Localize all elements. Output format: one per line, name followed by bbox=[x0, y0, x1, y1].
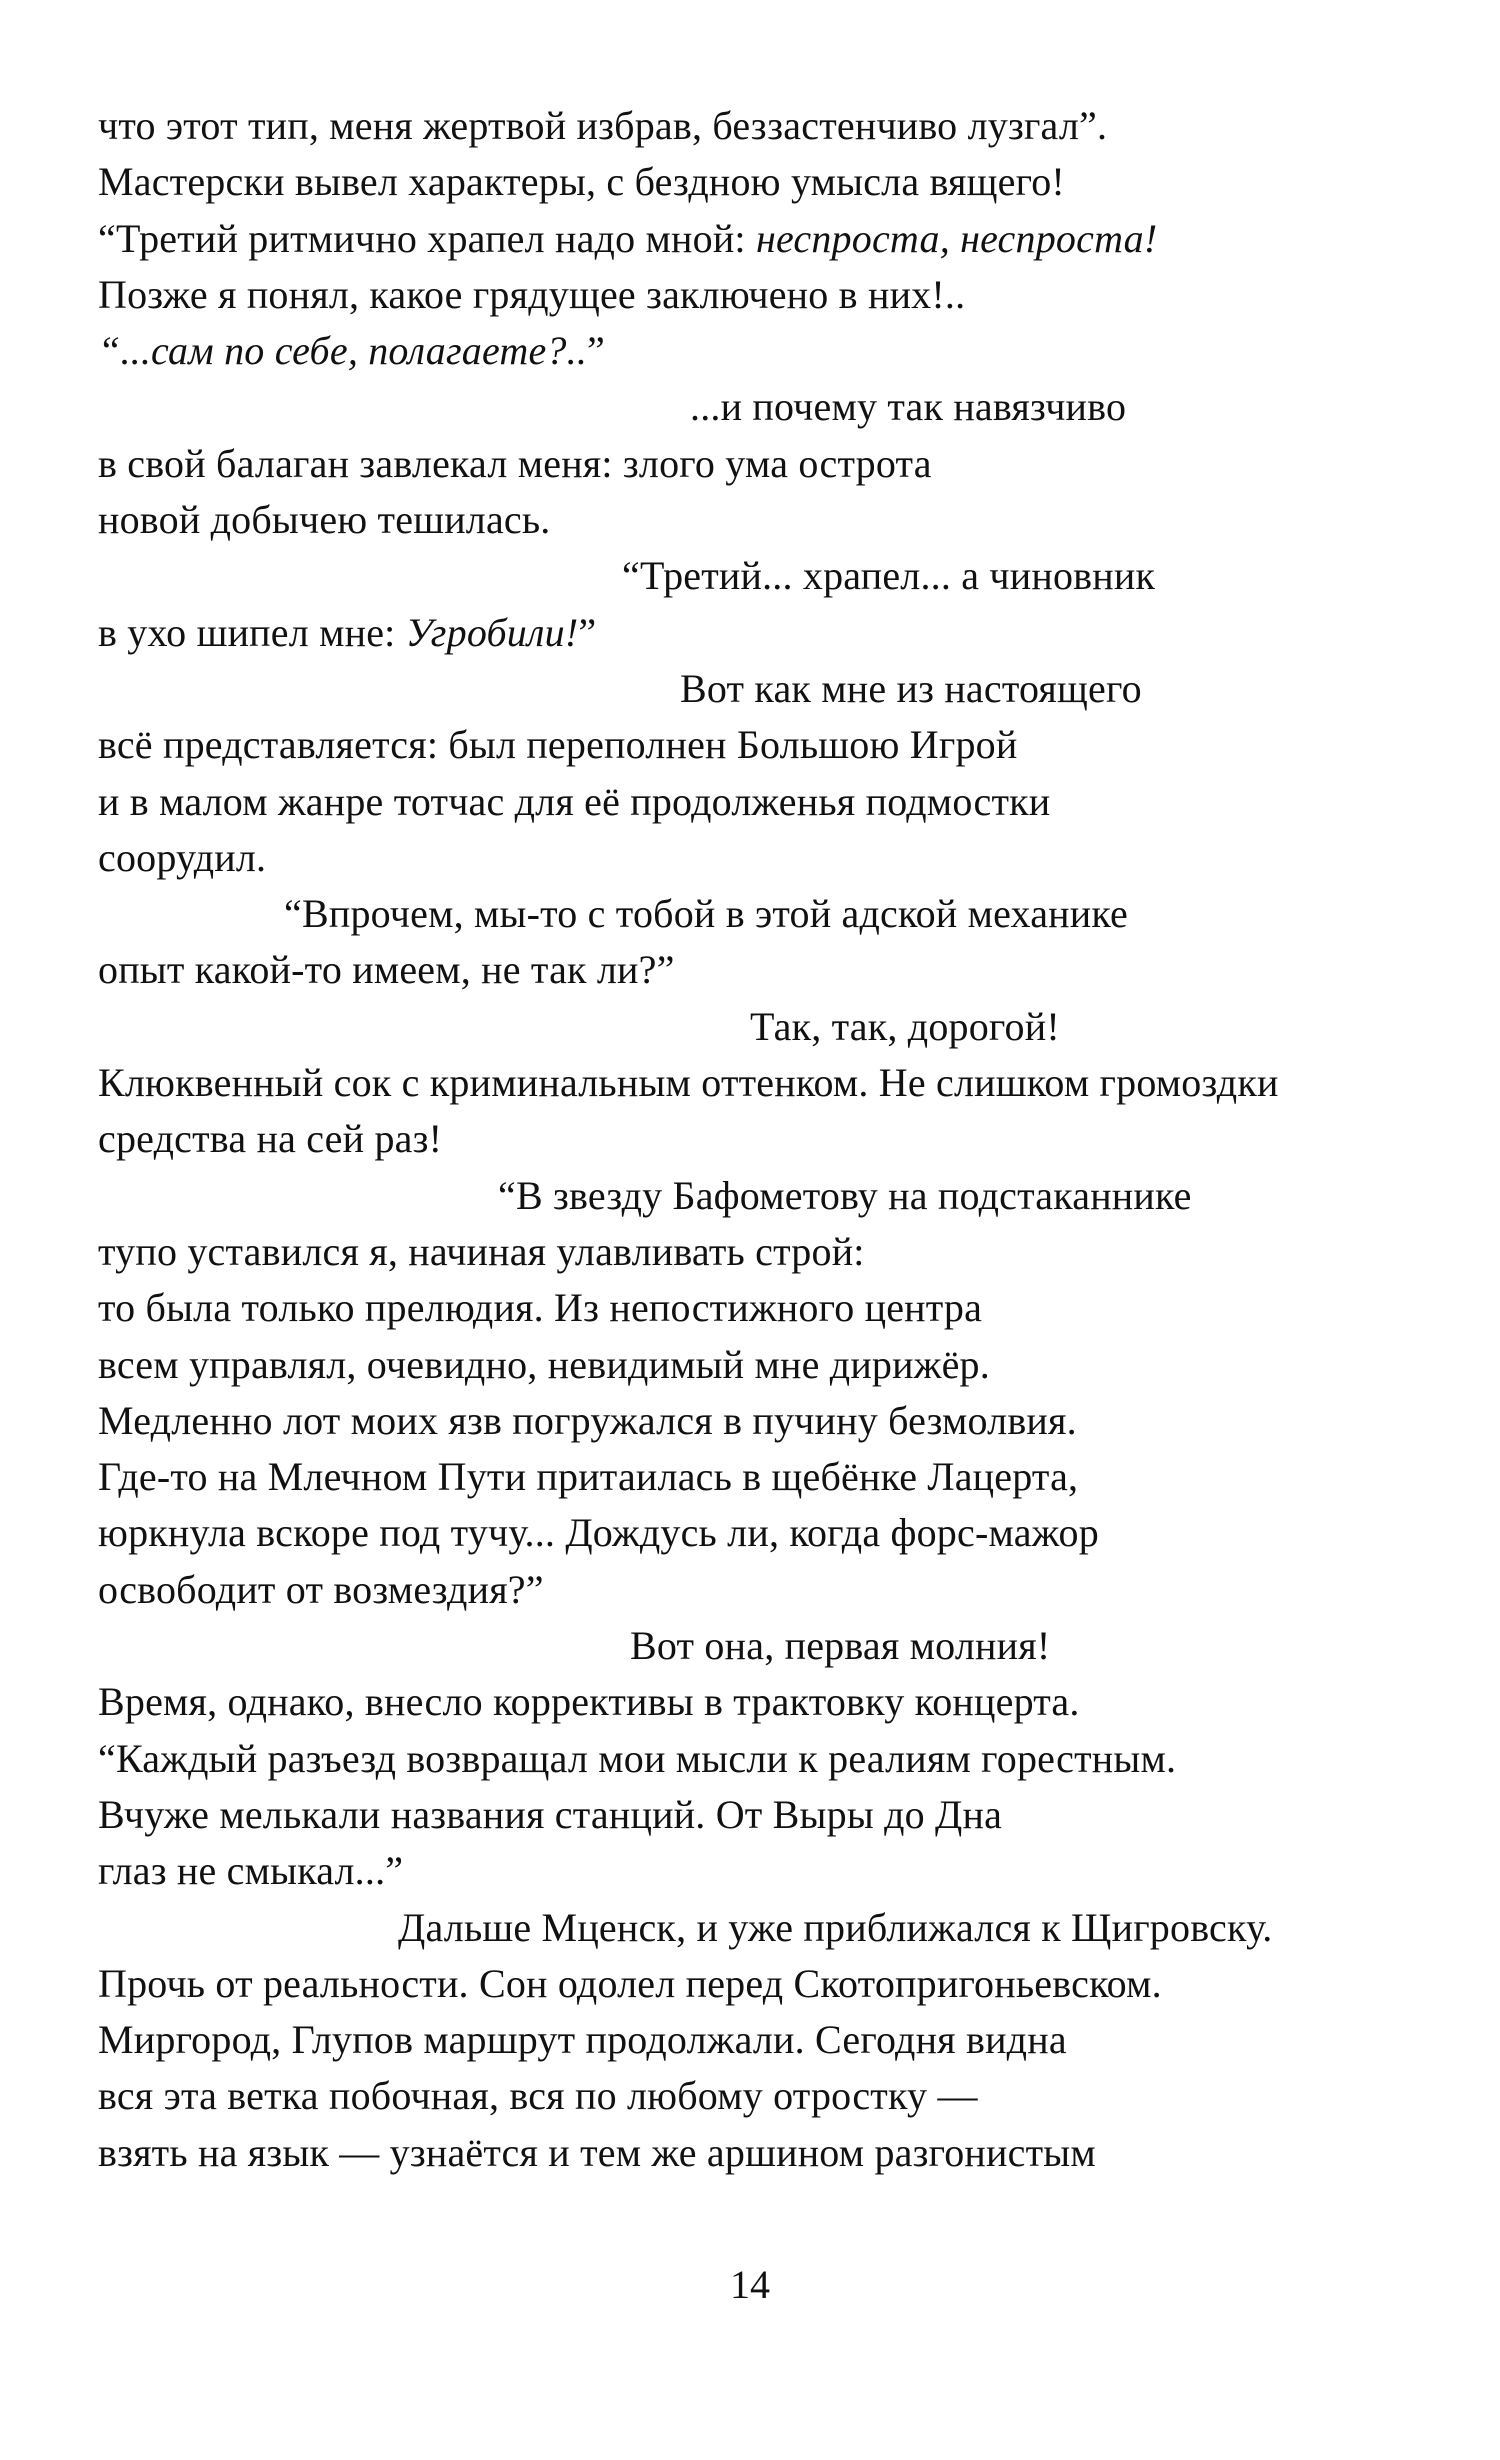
text-segment: “Третий... храпел... а чиновник bbox=[622, 553, 1156, 599]
text-segment: в ухо шипел мне: bbox=[98, 609, 406, 655]
text-line bbox=[98, 717, 1428, 773]
poem-text bbox=[98, 98, 1428, 2181]
text-line bbox=[98, 1787, 1428, 1843]
text-line bbox=[98, 1393, 1428, 1449]
text-line bbox=[98, 1562, 1428, 1618]
text-line bbox=[98, 1843, 1428, 1899]
text-segment: ” bbox=[587, 328, 605, 374]
text-segment: Медленно лот моих язв погружался в пучину безмолвия. bbox=[98, 1397, 1077, 1443]
text-segment: “В звезду Бафометову на подстаканнике bbox=[498, 1172, 1192, 1218]
text-line bbox=[98, 1731, 1428, 1787]
text-segment: всё представляется: был переполнен Большою Игрой bbox=[98, 722, 1018, 768]
text-segment: юркнула вскоре под тучу... Дождусь ли, когда форс-мажор bbox=[98, 1510, 1099, 1556]
text-segment: Вчуже мелькали названия станций. От Выры до Дна bbox=[98, 1791, 1003, 1837]
text-line bbox=[98, 548, 1428, 604]
text-segment: “Каждый разъезд возвращал мои мысли к реалиям горестным. bbox=[98, 1735, 1177, 1781]
text-segment: и в малом жанре тотчас для её продолженья подмостки bbox=[98, 778, 1051, 824]
text-line bbox=[98, 2125, 1428, 2181]
text-segment: взять на язык — узнаётся и тем же аршином разгонистым bbox=[98, 2129, 1096, 2175]
text-line bbox=[98, 267, 1428, 323]
text-segment: всем управлял, очевидно, невидимый мне дирижёр. bbox=[98, 1341, 990, 1387]
text-segment: Миргород, Глупов маршрут продолжали. Сегодня видна bbox=[98, 2017, 1067, 2063]
text-segment: Прочь от реальности. Сон одолел перед Скотопригоньевском. bbox=[98, 1960, 1162, 2006]
text-line bbox=[98, 1505, 1428, 1561]
italic-text-segment: Угробили! bbox=[405, 609, 579, 655]
text-segment: опыт какой-то имеем, не так ли?” bbox=[98, 947, 675, 993]
text-line bbox=[98, 1674, 1428, 1730]
italic-text-segment: неспроста, неспроста! bbox=[755, 215, 1158, 261]
text-line bbox=[98, 605, 1428, 661]
text-segment: Клюквенный сок с криминальным оттенком. Не слишком громоздки bbox=[98, 1060, 1279, 1106]
text-line bbox=[98, 1956, 1428, 2012]
page-number: 14 bbox=[730, 2262, 770, 2307]
text-line bbox=[98, 1280, 1428, 1336]
text-segment: новой добычею тешилась. bbox=[98, 497, 551, 543]
text-segment: Время, однако, внесло коррективы в трактовку концерта. bbox=[98, 1679, 1080, 1725]
text-line bbox=[98, 1111, 1428, 1167]
text-line bbox=[98, 2012, 1428, 2068]
text-line bbox=[98, 830, 1428, 886]
text-segment: в свой балаган завлекал меня: злого ума острота bbox=[98, 440, 932, 486]
text-segment: Где-то на Млечном Пути притаилась в щебёнке Лацерта, bbox=[98, 1454, 1079, 1500]
text-line bbox=[98, 774, 1428, 830]
text-line bbox=[98, 211, 1428, 267]
text-segment: тупо уставился я, начиная улавливать строй: bbox=[98, 1228, 865, 1274]
text-line bbox=[98, 436, 1428, 492]
text-line bbox=[98, 1055, 1428, 1111]
text-segment: глаз не смыкал...” bbox=[98, 1848, 404, 1894]
text-segment: соорудил. bbox=[98, 834, 267, 880]
text-segment: Вот как мне из настоящего bbox=[680, 665, 1142, 711]
text-segment: средства на сей раз! bbox=[98, 1116, 443, 1162]
text-line bbox=[98, 1168, 1428, 1224]
text-segment: что этот тип, меня жертвой избрав, беззастенчиво лузгал”. bbox=[98, 103, 1108, 148]
text-line bbox=[98, 1449, 1428, 1505]
text-segment: то была только прелюдия. Из непостижного центра bbox=[98, 1285, 983, 1331]
text-segment: освободит от возмездия?” bbox=[98, 1566, 544, 1612]
text-segment: Позже я понял, какое грядущее заключено в них!.. bbox=[98, 271, 966, 317]
text-segment: Мастерски вывел характеры, с бездною умысла вящего! bbox=[98, 159, 1065, 205]
text-line bbox=[98, 154, 1428, 210]
text-line bbox=[98, 492, 1428, 548]
text-segment: “Впрочем, мы-то с тобой в этой адской механике bbox=[284, 891, 1128, 937]
text-line bbox=[98, 999, 1428, 1055]
text-line bbox=[98, 1618, 1428, 1674]
text-segment: ” bbox=[578, 609, 597, 655]
text-line bbox=[98, 886, 1428, 942]
text-line bbox=[98, 1337, 1428, 1393]
text-segment: “Третий ритмично храпел надо мной: bbox=[98, 215, 756, 261]
text-line bbox=[98, 661, 1428, 717]
text-segment: Дальше Мценск, и уже приближался к Щигровску. bbox=[398, 1904, 1273, 1950]
text-line bbox=[98, 942, 1428, 998]
text-line bbox=[98, 2068, 1428, 2124]
text-line bbox=[98, 98, 1428, 154]
text-segment: Вот она, первая молния! bbox=[630, 1623, 1051, 1669]
text-line bbox=[98, 323, 1428, 379]
text-line bbox=[98, 379, 1428, 435]
text-segment: вся эта ветка побочная, вся по любому отростку — bbox=[98, 2073, 978, 2119]
text-segment: Так, так, дорогой! bbox=[750, 1003, 1060, 1049]
text-segment: ...и почему так навязчиво bbox=[690, 384, 1127, 430]
italic-text-segment: “...сам по себе, полагаете?.. bbox=[98, 328, 588, 374]
text-line bbox=[98, 1224, 1428, 1280]
text-line bbox=[98, 1900, 1428, 1956]
